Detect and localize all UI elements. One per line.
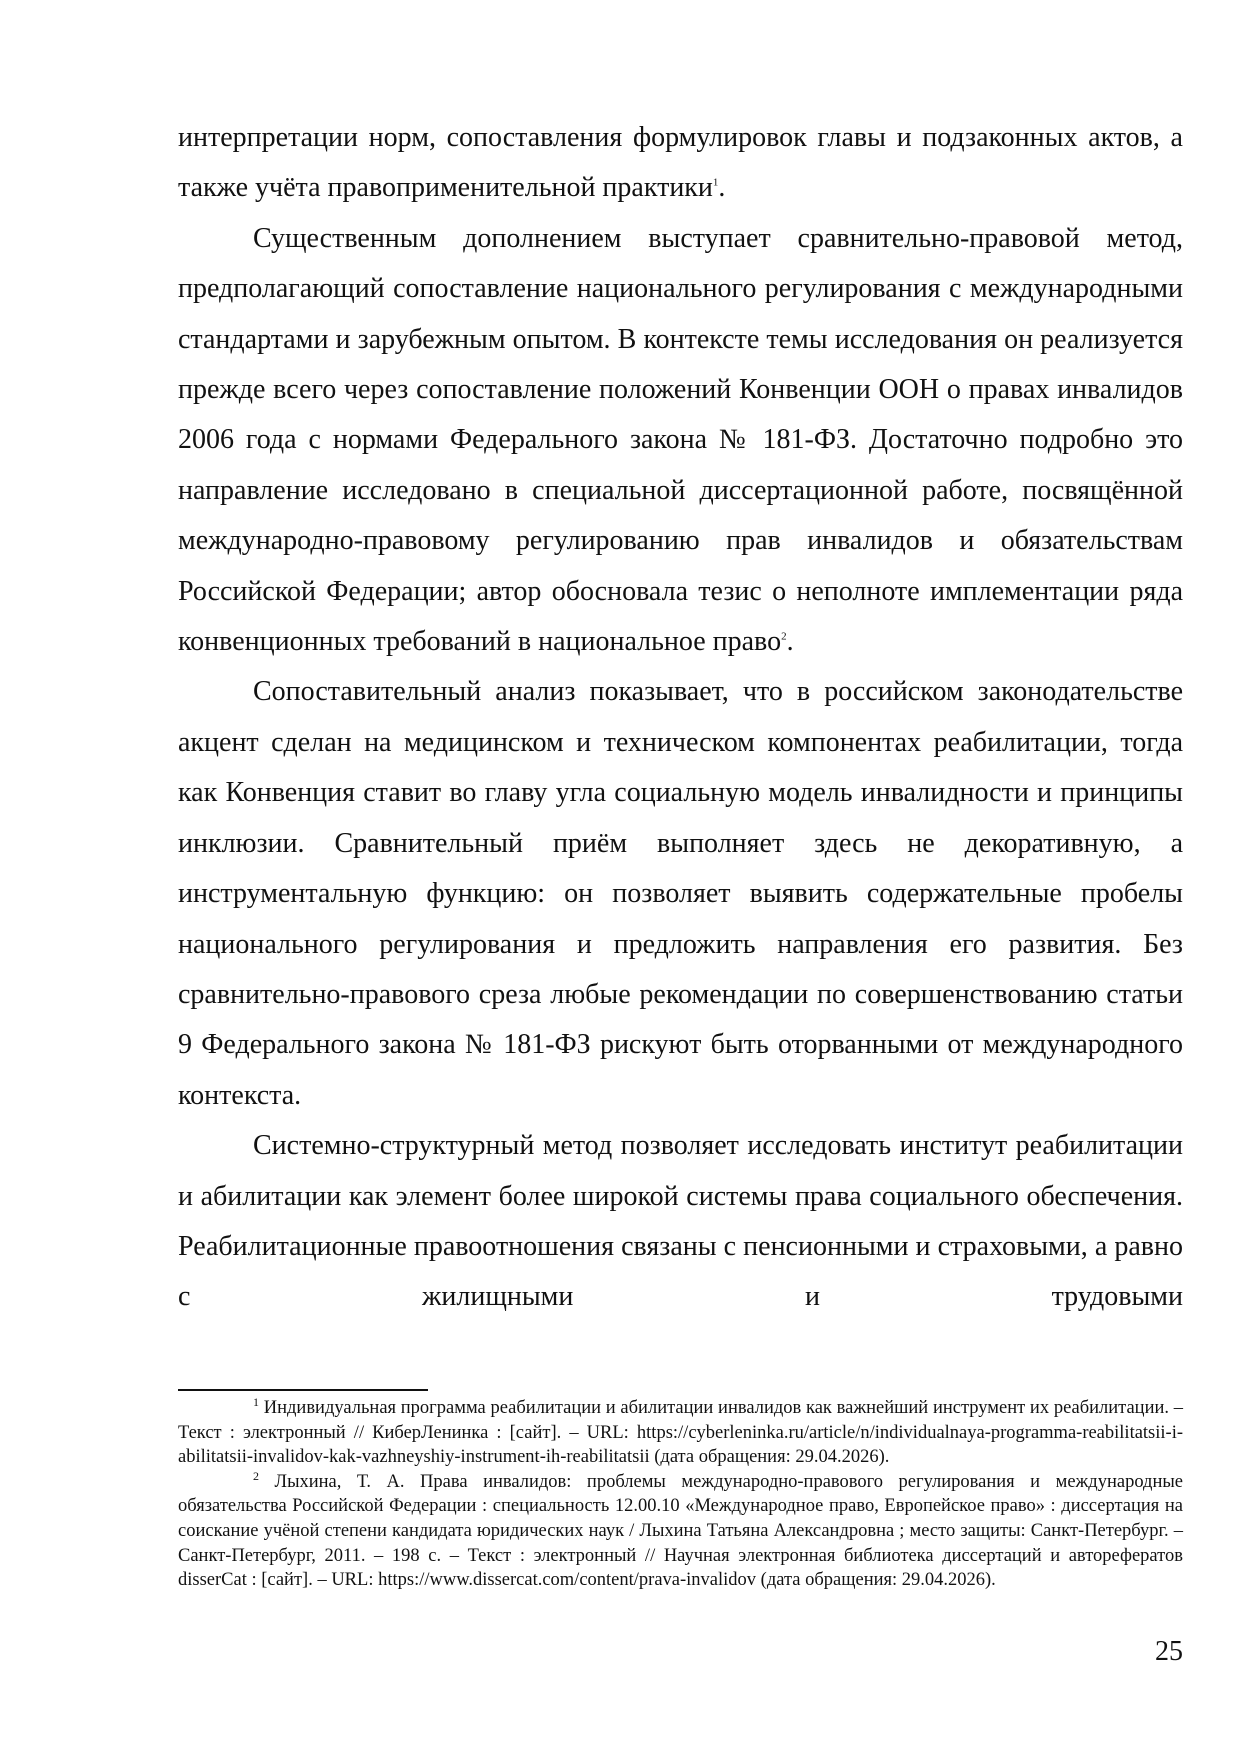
footnote-1 bbox=[178, 1396, 1183, 1470]
paragraph-1-end: . bbox=[718, 172, 726, 204]
paragraph-3: Сопоставительный анализ показывает, что в российском законодательстве акцент сделан на медицинском и техническом компонентах реабилитации, тогда как Конвенция ставит во главу угла социальную модель инвалидности и принципы инклюзии. Сравнительный приём выполняет здесь не декоративную, а инструментальную функцию: он позволяет выявить содержательные пробелы национального регулирования и предложить направления его развития. Без сравнительно-правового среза любые рекомендации по совершенствованию статьи 9 Федерального закона № 181-ФЗ рискуют быть оторванными от международного контекста. bbox=[178, 676, 1183, 1111]
paragraph-1-text: интерпретации норм, сопоставления формулировок главы и подзаконных актов, а также учёта правоприменительной практики bbox=[178, 122, 1183, 204]
footnote-ref-2: 2 bbox=[781, 630, 787, 643]
footnote-2-marker: 2 bbox=[253, 1468, 259, 1483]
paragraph-4: Системно-структурный метод позволяет исследовать институт реабилитации и абилитации как элемент более широкой системы права социального обеспечения. Реабилитационные правоотношения связаны с пенсионными и страховыми, а равно с жилищными и трудовыми bbox=[178, 1130, 1183, 1313]
paragraph-1 bbox=[178, 113, 1183, 214]
footnote-1-marker: 1 bbox=[253, 1394, 259, 1409]
footnote-separator bbox=[178, 1389, 428, 1391]
main-text bbox=[178, 113, 1183, 1323]
footnote-1-text: Индивидуальная программа реабилитации и абилитации инвалидов как важнейший инструмент их реабилитации. – Текст : электронный // КиберЛенинка : [сайт]. – URL: https://cyberleninka.ru/article/n/individualnaya-programma-reabilitatsii-i-abilitatsii-invalidov-kak-vazhneyshiy-instrument-ih-reabilitatsii (дата обращения: 29.04.2026). bbox=[178, 1398, 1184, 1468]
footnote-2-text: Лыхина, Т. А. Права инвалидов: проблемы международно-правового регулирования и международные обязательства Российской Федерации : специальность 12.00.10 «Международное право, Европейское право» : диссертация на соискание учёной степени кандидата юридических наук / Лыхина Татьяна Александровна ; место защиты: Санкт-Петербург. – Санкт-Петербург, 2011. – 198 с. – Текст : электронный // Научная электронная библиотека диссертаций и авторефератов disserCat : [сайт]. – URL: https://www.dissercat.com/content/prava-invalidov (дата обращения: 29.04.2026). bbox=[178, 1471, 1184, 1591]
page-number: 25 bbox=[1155, 1636, 1183, 1667]
footnote-2 bbox=[178, 1470, 1183, 1593]
footnote-ref-1: 1 bbox=[712, 177, 719, 190]
paragraph-2-text: Существенным дополнением выступает сравнительно-правовой метод, предполагающий сопоставление национального регулирования с международными стандартами и зарубежным опытом. В контексте темы исследования он реализуется прежде всего через сопоставление положений Конвенции ООН о правах инвалидов 2006 года с нормами Федерального закона № 181-ФЗ. Достаточно подробно это направление исследовано в специальной диссертационной работе, посвящённой международно-правовому регулированию прав инвалидов и обязательствам Российской Федерации; автор обосновала тезис о неполноте имплементации ряда конвенционных требований в национальное право bbox=[178, 222, 1183, 658]
paragraph-2 bbox=[178, 214, 1183, 668]
paragraph-2-end: . bbox=[786, 626, 794, 658]
footnotes bbox=[178, 1396, 1183, 1593]
